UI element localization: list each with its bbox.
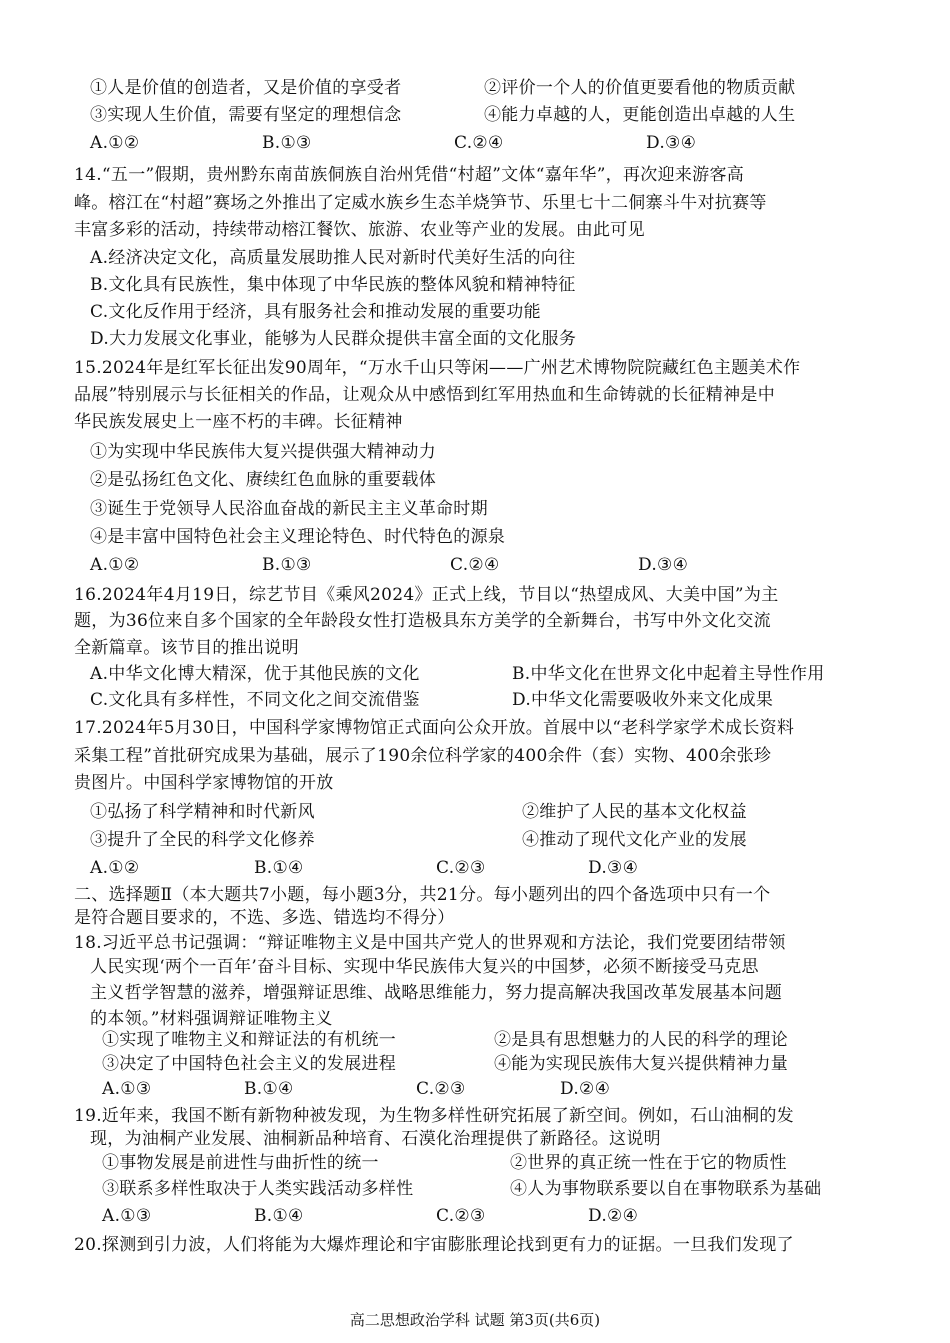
q19-option-1: ①事物发展是前进性与曲折性的统一 [102, 1153, 379, 1173]
q18-option-1: ①实现了唯物主义和辩证法的有机统一 [102, 1030, 397, 1050]
q15-option-3: ③诞生于党领导人民浴血奋战的新民主主义革命时期 [90, 499, 488, 519]
q15-choice-b: B.①③ [262, 555, 312, 575]
q13-choice-c: C.②④ [454, 133, 504, 153]
q17-option-3: ③提升了全民的科学文化修养 [90, 830, 315, 850]
q18-stem-line-1: 18.习近平总书记强调：“辩证唯物主义是中国共产党人的世界观和方法论，我们党要团结带领 [74, 933, 786, 953]
section-2-heading-line-2: 是符合题目要求的，不选、多选、错选均不得分） [74, 908, 455, 928]
q13-option-3: ③实现人生价值，需要有坚定的理想信念 [90, 105, 402, 125]
q15-option-4: ④是丰富中国特色社会主义理论特色、时代特色的源泉 [90, 527, 506, 547]
section-2-heading-line-1: 二、选择题Ⅱ（本大题共7小题，每小题3分，共21分。每小题列出的四个备选项中只有一个 [74, 885, 771, 905]
q18-choice-a: A.①③ [102, 1079, 152, 1099]
q19-stem-line-2: 现，为油桐产业发展、油桐新品种培育、石漠化治理提供了新路径。这说明 [90, 1129, 661, 1149]
q15-choice-d: D.③④ [638, 555, 689, 575]
q19-option-4: ④人为事物联系要以自在事物联系为基础 [510, 1179, 822, 1199]
q17-stem-line-3: 贵图片。中国科学家博物馆的开放 [74, 773, 334, 793]
q19-option-2: ②世界的真正统一性在于它的物质性 [510, 1153, 787, 1173]
q14-stem-line-1: 14.“五一”假期，贵州黔东南苗族侗族自治州凭借“村超”文体“嘉年华”，再次迎来游客高 [74, 165, 745, 185]
q18-option-3: ③决定了中国特色社会主义的发展进程 [102, 1054, 397, 1074]
q18-option-4: ④能为实现民族伟大复兴提供精神力量 [494, 1054, 789, 1074]
q13-option-4: ④能力卓越的人，更能创造出卓越的人生 [484, 105, 796, 125]
q19-choice-b: B.①④ [254, 1206, 304, 1226]
q15-stem-line-2: 品展”特别展示与长征相关的作品，让观众从中感悟到红军用热血和生命铸就的长征精神是中 [74, 385, 775, 405]
q18-stem-line-4: 的本领。”材料强调辩证唯物主义 [90, 1009, 333, 1029]
q20-stem-line-1: 20.探测到引力波，人们将能为大爆炸理论和宇宙膨胀理论找到更有力的证据。一旦我们发现了 [74, 1235, 794, 1255]
q14-stem-line-3: 丰富多彩的活动，持续带动榕江餐饮、旅游、农业等产业的发展。由此可见 [74, 220, 645, 240]
q17-stem-line-2: 采集工程”首批研究成果为基础，展示了190余位科学家的400余件（套）实物、400余张珍 [74, 746, 772, 766]
q16-choice-b: B.中华文化在世界文化中起着主导性作用 [512, 664, 825, 684]
q13-option-1: ①人是价值的创造者，又是价值的享受者 [90, 78, 402, 98]
q17-choice-d: D.③④ [588, 858, 639, 878]
q17-option-2: ②维护了人民的基本文化权益 [522, 802, 747, 822]
q18-choice-b: B.①④ [244, 1079, 294, 1099]
q15-option-1: ①为实现中华民族伟大复兴提供强大精神动力 [90, 442, 436, 462]
q15-choice-a: A.①② [90, 555, 140, 575]
q14-choice-c: C.文化反作用于经济，具有服务社会和推动发展的重要功能 [90, 302, 541, 322]
q17-choice-c: C.②③ [436, 858, 486, 878]
q15-stem-line-1: 15.2024年是红军长征出发90周年，“万水千山只等闲——广州艺术博物院院藏红色主题美术作 [74, 358, 801, 378]
q13-choice-a: A.①② [90, 133, 140, 153]
q17-option-4: ④推动了现代文化产业的发展 [522, 830, 747, 850]
q17-option-1: ①弘扬了科学精神和时代新风 [90, 802, 315, 822]
q14-choice-b: B.文化具有民族性，集中体现了中华民族的整体风貌和精神特征 [90, 275, 576, 295]
q17-choice-a: A.①② [90, 858, 140, 878]
q19-stem-line-1: 19.近年来，我国不断有新物种被发现，为生物多样性研究拓展了新空间。例如，石山油桐的发 [74, 1106, 794, 1126]
page-footer: 高二思想政治学科 试题 第3页(共6页) [349, 1311, 601, 1329]
q19-choice-a: A.①③ [102, 1206, 152, 1226]
q14-choice-a: A.经济决定文化，高质量发展助推人民对新时代美好生活的向往 [90, 248, 576, 268]
q19-option-3: ③联系多样性取决于人类实践活动多样性 [102, 1179, 414, 1199]
q18-option-2: ②是具有思想魅力的人民的科学的理论 [494, 1030, 789, 1050]
q16-choice-c: C.文化具有多样性，不同文化之间交流借鉴 [90, 690, 420, 710]
q16-choice-a: A.中华文化博大精深，优于其他民族的文化 [90, 664, 420, 684]
q13-option-2: ②评价一个人的价值更要看他的物质贡献 [484, 78, 796, 98]
q16-stem-line-2: 题，为36位来自多个国家的全年龄段女性打造极具东方美学的全新舞台，书写中外文化交流 [74, 611, 771, 631]
q18-choice-d: D.②④ [560, 1079, 611, 1099]
q15-choice-c: C.②④ [450, 555, 500, 575]
q18-stem-line-2: 人民实现‘两个一百年’奋斗目标、实现中华民族伟大复兴的中国梦，必须不断接受马克思 [90, 957, 759, 977]
q13-choice-b: B.①③ [262, 133, 312, 153]
q19-choice-c: C.②③ [436, 1206, 486, 1226]
q17-choice-b: B.①④ [254, 858, 304, 878]
q15-stem-line-3: 华民族发展史上一座不朽的丰碑。长征精神 [74, 412, 403, 432]
q16-stem-line-1: 16.2024年4月19日，综艺节目《乘风2024》正式上线，节目以“热望成风、大美中国”为主 [74, 585, 779, 605]
q16-stem-line-3: 全新篇章。该节目的推出说明 [74, 638, 299, 658]
q14-stem-line-2: 峰。榕江在“村超”赛场之外推出了定威水族乡生态羊烧笋节、乐里七十二侗寨斗牛对抗赛等 [74, 193, 767, 213]
q15-option-2: ②是弘扬红色文化、赓续红色血脉的重要载体 [90, 470, 436, 490]
q17-stem-line-1: 17.2024年5月30日，中国科学家博物馆正式面向公众开放。首展中以“老科学家学术成长资料 [74, 718, 795, 738]
q18-choice-c: C.②③ [416, 1079, 466, 1099]
q14-choice-d: D.大力发展文化事业，能够为人民群众提供丰富全面的文化服务 [90, 329, 577, 349]
q16-choice-d: D.中华文化需要吸收外来文化成果 [512, 690, 774, 710]
q13-choice-d: D.③④ [646, 133, 697, 153]
q18-stem-line-3: 主义哲学智慧的滋养，增强辩证思维、战略思维能力，努力提高解决我国改革发展基本问题 [90, 983, 782, 1003]
q19-choice-d: D.②④ [588, 1206, 639, 1226]
